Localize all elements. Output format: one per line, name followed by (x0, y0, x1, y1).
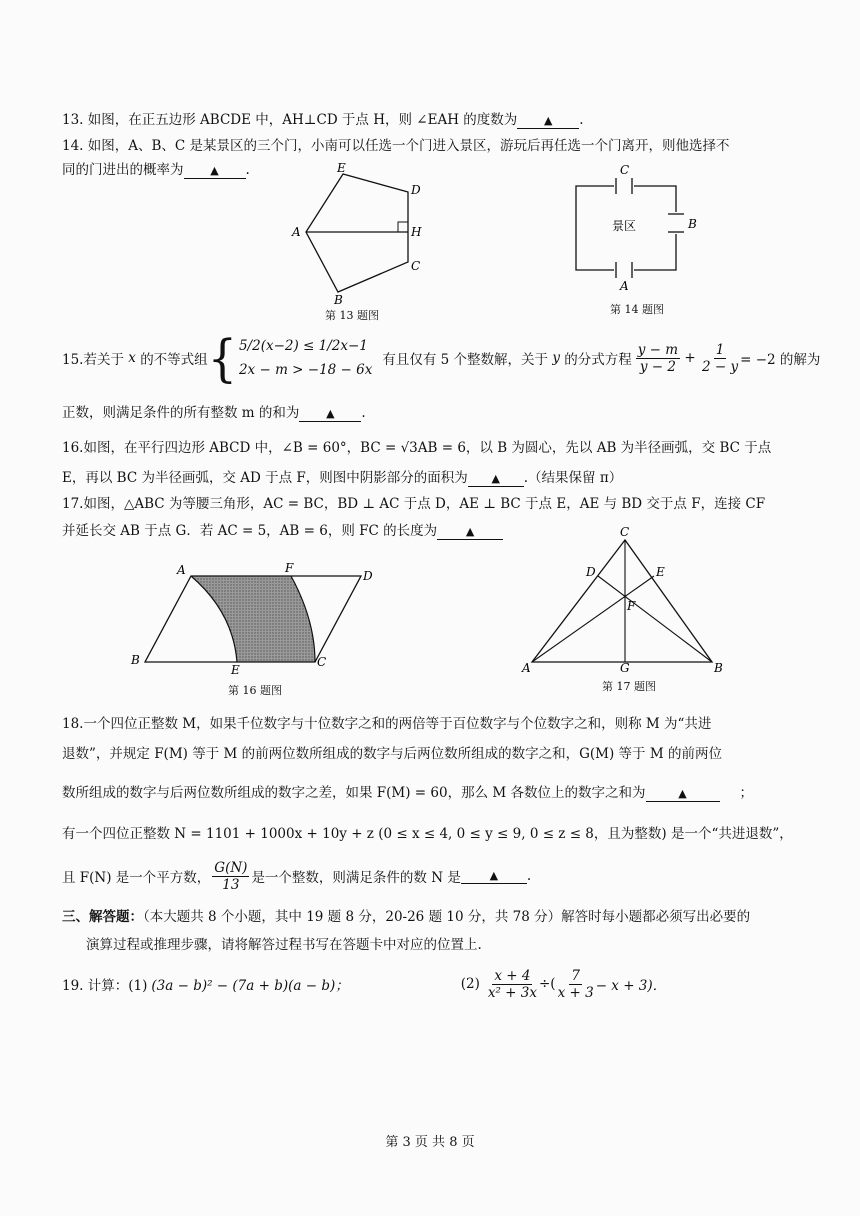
label-B: B (131, 653, 140, 667)
answer-blank: ▲ (184, 164, 246, 179)
label-F: F (627, 599, 636, 613)
label-D: D (586, 565, 596, 579)
label-F: F (285, 561, 294, 575)
question-18-line1: 18.一个四位正整数 M，如果千位数字与十位数字之和的两倍等于百位数字与个位数字之和，则称 M 为“共进 (62, 716, 712, 732)
label-H: H (411, 225, 422, 239)
answer-blank: ▲ (517, 114, 579, 129)
question-14-line1: 14. 如图，A、B、C 是某景区的三个门，小南可以任选一个门进入景区，游玩后再任选一个门离开，则他选择不 (62, 138, 730, 154)
label-E: E (231, 663, 240, 677)
figure-13-caption: 第 13 题图 (325, 309, 379, 322)
question-13: 13. 如图，在正五边形 ABCDE 中，AH⊥CD 于点 H，则 ∠EAH 的度数为 ▲ . (62, 112, 584, 128)
question-18-line4: 有一个四位正整数 N = 1101 + 1000x + 10y + z (0 ≤ x ≤ 4, 0 ≤ y ≤ 9, 0 ≤ z ≤ 8，且为整数) 是一个“共进退数”， (62, 826, 793, 842)
label-C: C (620, 525, 630, 539)
figure-16-caption: 第 16 题图 (228, 684, 282, 697)
question-19: 19. 计算：(1) (3a − b)² − (7a + b)(a − b)； (2) $\frac{x + 4}{\text{x² + 3x}}$ ÷( $\frac{7}{x + 3}$ − x + 3)． (62, 967, 667, 1001)
question-18-line2: 退数”，并规定 F(M) 等于 M 的前两位数所组成的数字与后两位数所组成的数字之和，G(M) 等于 M 的前两位 (62, 746, 722, 762)
label-A: A (177, 563, 186, 577)
label-G: G (620, 661, 630, 675)
label-A: A (620, 279, 629, 293)
answer-blank: ▲ (299, 407, 361, 422)
page-footer: 第 3 页 共 8 页 (385, 1135, 475, 1150)
question-16-line2: E，再以 BC 为半径画弧，交 AD 于点 F，则图中阴影部分的面积为 ▲ .（结果保留 π） (62, 470, 623, 486)
label-A: A (522, 661, 531, 675)
label-D: D (411, 183, 421, 197)
question-14-line2: 同的门进出的概率为 ▲ . (62, 162, 250, 178)
figure-14-gates (560, 160, 720, 295)
answer-blank: ▲ (468, 472, 524, 487)
answer-blank: ▲ (646, 787, 720, 802)
question-15-line2: 正数，则满足条件的所有整数 m 的和为 ▲ . (62, 405, 366, 421)
section-3-line1: 三、解答题：（本大题共 8 个小题，其中 19 题 8 分，20-26 题 10 分，共 78 分）解答时每小题都必须写出必要的 (62, 909, 751, 925)
label-A: A (292, 225, 301, 239)
scenic-area-label: 景区 (612, 219, 637, 233)
question-17-line1: 17.如图，△ABC 为等腰三角形，AC = BC，BD ⊥ AC 于点 D，AE ⊥ BC 于点 E，AE 与 BD 交于点 F，连接 CF (62, 496, 766, 512)
figure-17-caption: 第 17 题图 (602, 680, 656, 693)
question-15-line1: 15.若关于 x 的不等式组 { 5/2(x−2) ≤ 1/2x−1 2x − m > −18 − 6x 有且仅有 5 个整数解，关于 y 的分式方程 $\frac{y - m}{y - 2}$ + $\frac{1}{2 - y}$ = −2 的解为 (62, 328, 821, 388)
figure-13-pentagon (280, 162, 440, 307)
inequality-system: 5/2(x−2) ≤ 1/2x−1 2x − m > −18 − 6x (238, 338, 373, 378)
question-18-line3: 数所组成的数字与后两位数所组成的数字之差，如果 F(M) = 60，那么 M 各数位上的数字之和为 ▲ ； (62, 785, 753, 801)
label-C: C (411, 259, 421, 273)
label-C: C (620, 163, 630, 177)
label-B: B (334, 293, 343, 307)
section-3-title: 三、解答题： (62, 909, 143, 925)
section-3-line2: 演算过程或推理步骤，请将解答过程书写在答题卡中对应的位置上. (86, 937, 482, 953)
figure-16-parallelogram (125, 560, 385, 678)
question-16-line1: 16.如图，在平行四边形 ABCD 中，∠B = 60°，BC = √3AB = 6，以 B 为圆心，先以 AB 为半径画弧，交 BC 于点 (62, 440, 772, 456)
label-E: E (656, 565, 665, 579)
label-E: E (337, 162, 346, 175)
label-C: C (317, 655, 327, 669)
answer-blank: ▲ (437, 525, 503, 540)
label-B: B (714, 661, 723, 675)
figure-14-caption: 第 14 题图 (610, 303, 664, 316)
question-18-line5: 且 F(N) 是一个平方数， $\frac{G(N)}{13}$ 是一个整数，则满足条件的数 N 是 ▲ . (62, 859, 532, 893)
question-17-line2: 并延长交 AB 于点 G．若 AC = 5，AB = 6，则 FC 的长度为 ▲ (62, 519, 503, 540)
label-B: B (688, 217, 697, 231)
label-D: D (363, 569, 373, 583)
figure-17-triangle (518, 524, 728, 676)
answer-blank: ▲ (461, 869, 527, 884)
